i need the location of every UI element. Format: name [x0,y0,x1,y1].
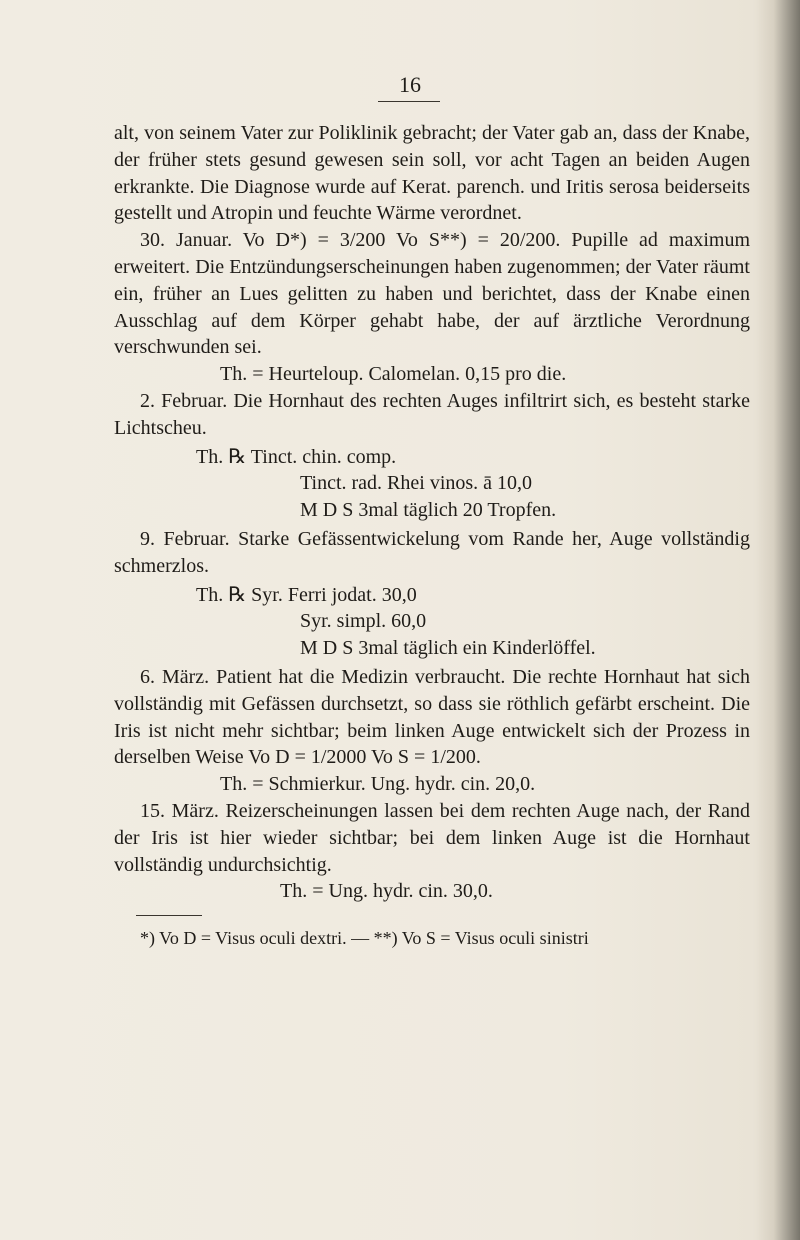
therapy-heurteloup: Th. = Heurteloup. Calomelan. 0,15 pro die. [220,363,567,386]
rx2-line3: M D S 3mal täglich ein Kinderlöffel. [300,637,596,660]
paragraph-30-januar: 30. Januar. Vo D*) = 3/200 Vo S**) = 20/200. Pupille ad maximum erweitert. Die Entzündungserscheinungen haben zugenommen; der Vater räumt ein, früher an Lues gelitten zu haben und berichtet, dass der Knabe einen Ausschlag auf dem Körper gehabt habe, der auf ärztliche Verordnung verschwunden sei. [114,229,750,359]
page-edge-shadow [756,0,800,1240]
prescription-1 [114,444,750,524]
rx1-line3: M D S 3mal täglich 20 Tropfen. [300,499,557,522]
therapy-schmierkur: Th. = Schmierkur. Ung. hydr. cin. 20,0. [220,773,536,796]
paragraph-15-maerz: 15. März. Reizerscheinungen lassen bei dem rechten Auge nach, der Rand der Iris ist hier wieder sichtbar; bei dem linken Auge ist die Hornhaut vollständig undurchsichtig. [114,799,750,876]
rx1-line2: Tinct. rad. Rhei vinos. ā 10,0 [300,472,533,495]
page-number-rule [378,101,440,102]
footnote-rule [136,915,202,916]
paragraph-2-februar: 2. Februar. Die Hornhaut des rechten Auges infiltrirt sich, es besteht starke Lichtscheu. [114,389,750,439]
rx1-line1: Th. ℞ Tinct. chin. comp. [196,445,397,468]
paragraph-1: alt, von seinem Vater zur Poliklinik gebracht; der Vater gab an, dass der Knabe, der früher stets gesund gewesen sein soll, vor acht Tagen an beiden Augen erkrankte. Die Diagnose wurde auf Kerat. parench. und Iritis serosa beiderseits gestellt und Atropin und feuchte Wärme verordnet. [114,122,750,225]
page-number: 16 [399,72,421,97]
paragraph-6-maerz: 6. März. Patient hat die Medizin verbraucht. Die rechte Hornhaut hat sich vollständig mit Gefässen durchsetzt, so dass sie röthlich gefärbt erscheint. Die Iris ist nicht mehr sichtbar; beim linken Auge entwickelt sich der Prozess in derselben Weise Vo D = 1/2000 Vo S = 1/200. [114,665,750,769]
paragraph-9-februar: 9. Februar. Starke Gefässentwickelung vom Rande her, Auge vollständig schmerzlos. [114,527,750,577]
body-text [114,120,750,950]
rx2-line1: Th. ℞ Syr. Ferri jodat. 30,0 [196,583,417,606]
prescription-2 [114,582,750,662]
footnote: *) Vo D = Visus oculi dextri. — **) Vo S = Visus oculi sinistri [140,928,589,949]
therapy-ung-hydr: Th. = Ung. hydr. cin. 30,0. [280,880,493,903]
rx2-line2: Syr. simpl. 60,0 [300,610,427,633]
